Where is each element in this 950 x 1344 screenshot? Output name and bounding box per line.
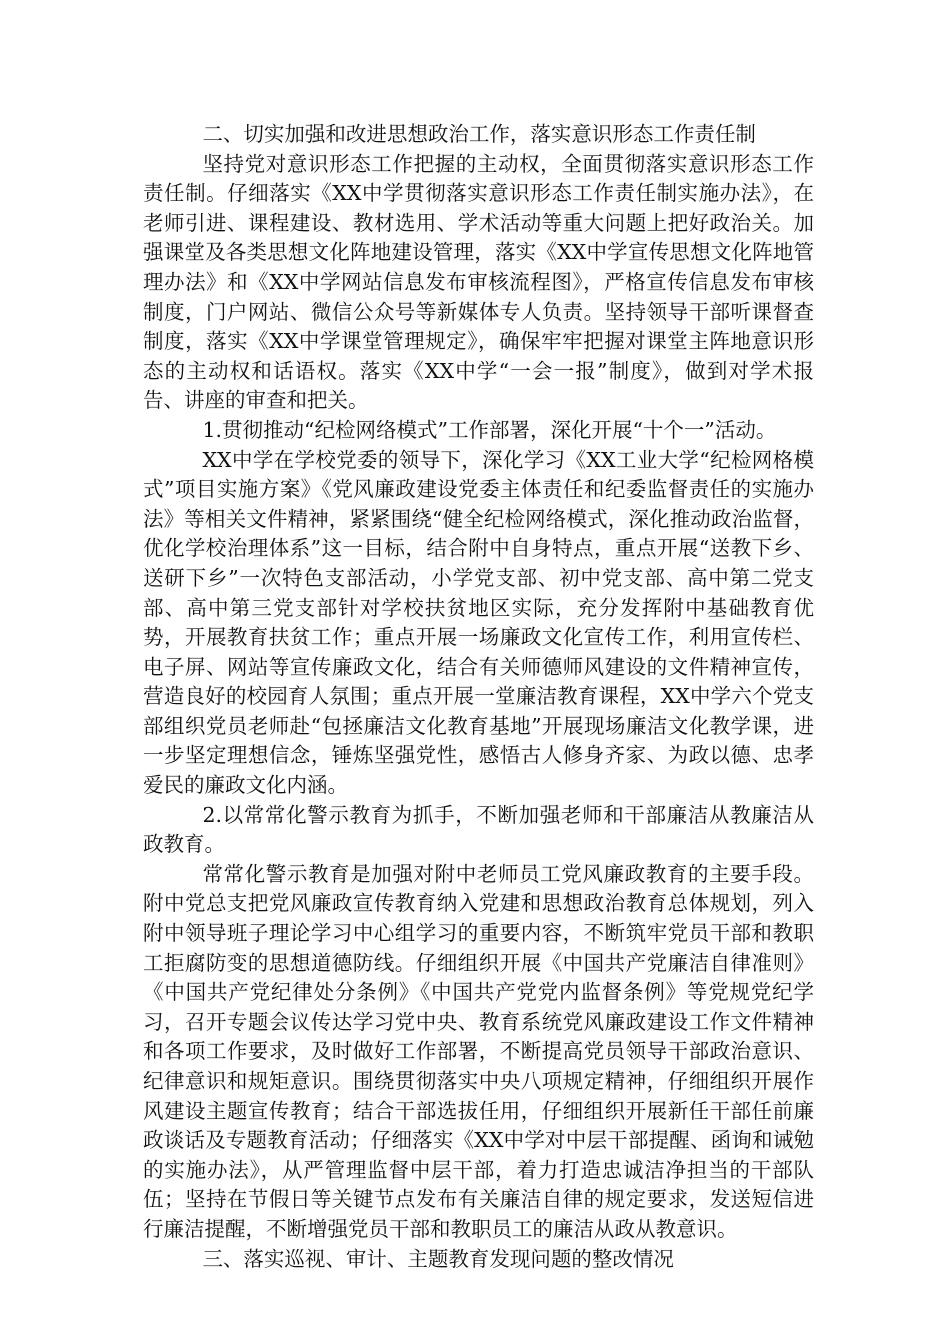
section-2-body: 坚持党对意识形态工作把握的主动权，全面贯彻落实意识形态工作责任制。仔细落实《XX中学贯彻落实意识形态工作责任制实施办法》，在老师引进、课程建设、教材选用、学术活动等重大问题上把好政治关。加强课堂及各类思想文化阵地建设管理，落实《XX中学宣传思想文化阵地管理办法》和《XX中学网站信息发布审核流程图》，严格宣传信息发布审核制度，门户网站、微信公众号等新媒体专人负责。坚持领导干部听课督查制度，落实《XX中学课堂管理规定》，确保牢牢把握对课堂主阵地意识形态的主动权和话语权。落实《XX中学“一会一报”制度》，做到对学术报告、讲座的审查和把关。 [143, 151, 814, 413]
item-1-body: XX中学在学校党委的领导下，深化学习《XX工业大学“纪检网格模式”项目实施方案》《党风廉政建设党委主体责任和纪委监督责任的实施办法》等相关文件精神，紧紧围绕“健全纪检网络模式，深化推动政治监督，优化学校治理体系”这一目标，结合附中自身特点，重点开展“送教下乡、送研下乡”一次特色支部活动，小学党支部、初中党支部、高中第二党支部、高中第三党支部针对学校扶贫地区实际，充分发挥附中基础教育优势，开展教育扶贫工作；重点开展一场廉政文化宣传工作，利用宣传栏、电子屏、网站等宣传廉政文化，结合有关师德师风建设的文件精神宣传，营造良好的校园育人氛围；重点开展一堂廉洁教育课程，XX中学六个党支部组织党员老师赴“包拯廉洁文化教育基地”开展现场廉洁文化教学课，进一步坚定理想信念，锤炼坚强党性，感悟古人修身齐家、为政以德、忠孝爱民的廉政文化内涵。 [143, 447, 814, 798]
item-1-heading: 1.贯彻推动“纪检网络模式”工作部署，深化开展“十个一”活动。 [202, 417, 777, 442]
item-2-body: 常常化警示教育是加强对附中老师员工党风廉政教育的主要手段。附中党总支把党风廉政宣传教育纳入党建和思想政治教育总体规划，列入附中领导班子理论学习中心组学习的重要内容，不断筑牢党员干部和教职工拒腐防变的思想道德防线。仔细组织开展《中国共产党廉洁自律准则》《中国共产党纪律处分条例》《中国共产党党内监督条例》等党规党纪学习，召开专题会议传达学习党中央、教育系统党风廉政建设工作文件精神和各项工作要求，及时做好工作部署，不断提高党员领导干部政治意识、纪律意识和规矩意识。围绕贯彻落实中央八项规定精神，仔细组织开展作风建设主题宣传教育；结合干部选拔任用，仔细组织开展新任干部任前廉政谈话及专题教育活动；仔细落实《XX中学对中层干部提醒、函询和诫勉的实施办法》，从严管理监督中层干部，着力打造忠诚洁净担当的干部队伍；坚持在节假日等关键节点发布有关廉洁自律的规定要求，发送短信进行廉洁提醒，不断增强党员干部和教职员工的廉洁从政从教意识。 [143, 861, 814, 1241]
section-3-heading: 三、落实巡视、审计、主题教育发现问题的整改情况 [202, 1246, 674, 1271]
item-2-heading: 2.以常常化警示教育为抓手，不断加强老师和干部廉洁从教廉洁从政教育。 [143, 802, 814, 857]
section-2-heading: 二、切实加强和改进思想政治工作，落实意识形态工作责任制 [202, 122, 756, 146]
document-page [143, 120, 814, 1274]
